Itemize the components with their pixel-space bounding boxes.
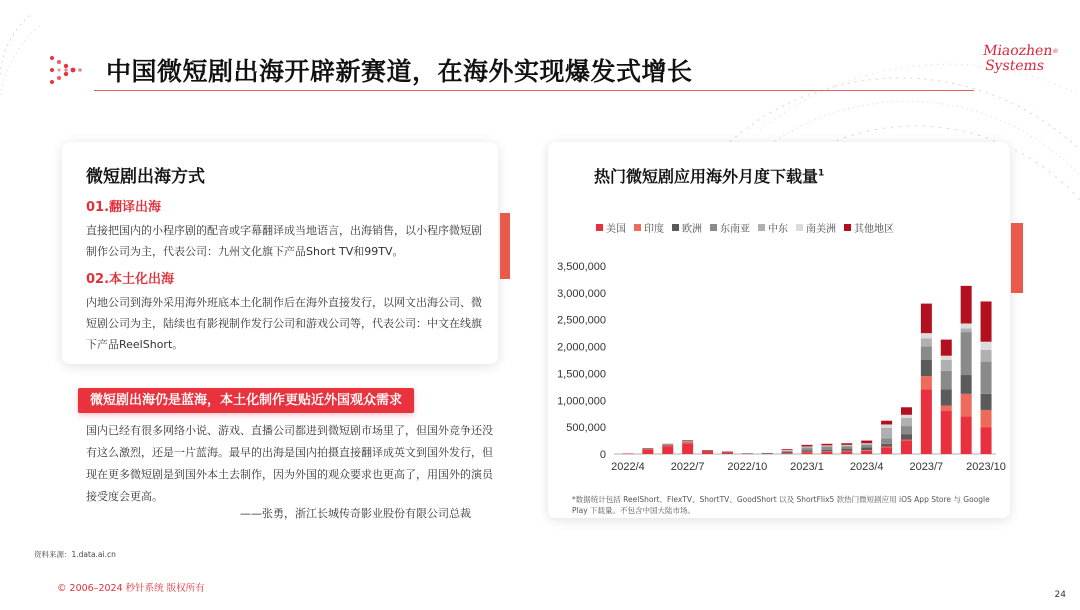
legend-label: 其他地区 (854, 224, 894, 235)
bar-segment (821, 452, 832, 454)
bar-segment (961, 323, 972, 328)
bar-segment (782, 452, 793, 453)
copyright: © 2006–2024 秒针系统 版权所有 (57, 583, 205, 594)
bar-segment (881, 438, 892, 443)
bar-segment (921, 390, 932, 454)
logo-text-line2: Systems (983, 58, 1046, 74)
bar-segment (901, 415, 912, 418)
card-accent-tab (1011, 223, 1023, 293)
card-accent-tab (500, 213, 510, 279)
x-tick-label: 2023/10 (966, 461, 1006, 473)
bar-segment (881, 444, 892, 447)
bar-segment (841, 445, 852, 446)
legend-label: 美国 (606, 224, 626, 235)
bar-segment (802, 452, 813, 453)
chart-title-footnote-mark: 1 (818, 168, 825, 179)
bar-segment (981, 301, 992, 341)
bar-segment (961, 332, 972, 375)
bar-segment (821, 447, 832, 450)
bar-segment (702, 451, 713, 454)
x-tick-label: 2022/4 (611, 461, 645, 473)
bar-segment (921, 347, 932, 360)
bar-segment (861, 450, 872, 451)
bar-segment (802, 445, 813, 447)
bar-segment (841, 443, 852, 445)
bar-segment (941, 340, 952, 356)
bar-segment (821, 451, 832, 452)
quote-text: 国内已经有很多网络小说、游戏、直播公司都进到微短剧市场里了，但国外竞争还没有这么激烈，还是一片蓝海。最早的出海是国内拍摄直接翻译成英文到国外发行，但现在更多微短剧是到国外本土去制作，因为外国的观众要求也更高了，用国外的演员接受度会更高。 (86, 424, 493, 503)
bar-segment (861, 443, 872, 444)
bar-segment (941, 360, 952, 371)
bar-segment (881, 424, 892, 427)
page-title: 中国微短剧出海开辟新赛道，在海外实现爆发式增长 (106, 57, 693, 86)
bar-segment (742, 453, 753, 454)
y-tick-label: 1,000,000 (557, 395, 606, 408)
bar-segment (981, 342, 992, 350)
bar-segment (662, 444, 673, 445)
bar-segment (981, 427, 992, 454)
bar-segment (782, 450, 793, 451)
logo-registered-mark: ® (1051, 48, 1059, 55)
stacked-bar-chart (548, 142, 1010, 482)
bar-segment (921, 360, 932, 376)
bar-segment (702, 450, 713, 451)
bar-segment (981, 410, 992, 427)
legend-label: 东南亚 (720, 224, 750, 235)
bar-segment (642, 450, 653, 454)
page-number: 24 (1054, 590, 1066, 600)
x-tick-label: 2022/7 (670, 461, 705, 473)
bar-segment (662, 445, 673, 446)
bar-segment (841, 446, 852, 448)
bar-segment (782, 453, 793, 454)
distribution-methods-card (62, 142, 498, 364)
x-tick-label: 2023/4 (849, 461, 884, 473)
bar-segment (802, 446, 813, 447)
legend-label: 中东 (768, 224, 788, 235)
bar-segment (662, 444, 673, 445)
bar-segment (642, 448, 653, 449)
logo-text-line1: Miaozhen (982, 43, 1054, 59)
bar-segment (941, 411, 952, 454)
bar-segment (821, 450, 832, 452)
bar-segment (901, 441, 912, 454)
bar-segment (961, 416, 972, 454)
bar-segment (961, 328, 972, 332)
downloads-chart-card (548, 142, 1010, 518)
bar-segment (821, 444, 832, 446)
bar-segment (961, 375, 972, 394)
legend-label: 欧洲 (682, 224, 702, 235)
legend-label: 印度 (644, 224, 664, 235)
bar-segment (961, 394, 972, 417)
bar-segment (682, 440, 693, 441)
bar-segment (981, 362, 992, 394)
section-translation-text: 直接把国内的小程序剧的配音或字幕翻译成当地语言，出海销售，以小程序微短剧制作公司为主，代表公司：九州文化旗下产品Short TV和99TV。 (86, 224, 482, 258)
bar-segment (861, 441, 872, 444)
bar-segment (782, 449, 793, 450)
miaozhen-logo (980, 43, 1059, 74)
bar-segment (662, 446, 673, 454)
bar-segment (981, 350, 992, 362)
y-tick-label: 3,000,000 (557, 287, 606, 300)
bar-segment (941, 390, 952, 406)
bar-segment (941, 371, 952, 390)
title-divider (94, 90, 974, 91)
section-localization-text: 内地公司到海外采用海外班底本土化制作后在海外直接发行，以网文出海公司、微短剧公司为主，陆续也有影视制作发行公司和游戏公司等，代表公司：中文在线旗下产品ReelShort。 (86, 296, 482, 351)
x-tick-label: 2023/1 (790, 461, 824, 473)
data-source: 资料来源：1.data.ai.cn (34, 550, 116, 559)
chart-footnote: *数据统计包括 ReelShort、FlexTV、ShortTV、GoodShort 以及 ShortFlix5 款热门微短剧应用 iOS App Store 与 Google Play 下载量。不包含中国大陆市场。 (572, 495, 990, 515)
bar-segment (782, 451, 793, 452)
bar-segment (861, 445, 872, 448)
y-tick-label: 2,500,000 (557, 314, 606, 327)
bar-segment (622, 453, 633, 454)
quote-author: ——张勇，浙江长城传奇影业股份有限公司总裁 (240, 507, 471, 520)
y-tick-label: 2,000,000 (557, 341, 606, 354)
bar-segment (841, 451, 852, 454)
bar-segment (941, 356, 952, 360)
x-tick-label: 2022/10 (727, 461, 768, 473)
bar-segment (821, 445, 832, 446)
bar-segment (821, 446, 832, 447)
bar-segment (802, 447, 813, 448)
section-translation-title: 01.翻译出海 (86, 200, 162, 215)
bar-segment (921, 339, 932, 347)
bar-segment (901, 426, 912, 434)
bar-segment (881, 446, 892, 447)
bar-segment (961, 286, 972, 324)
bar-segment (921, 376, 932, 389)
bar-segment (861, 444, 872, 445)
bar-segment (861, 448, 872, 451)
bar-segment (682, 441, 693, 442)
chevron-arrows-icon (48, 52, 86, 88)
y-tick-label: 3,500,000 (557, 261, 606, 273)
bar-segment (901, 407, 912, 415)
y-tick-label: 1,500,000 (557, 368, 606, 381)
bar-segment (802, 448, 813, 450)
bar-segment (762, 453, 773, 454)
bar-segment (981, 394, 992, 410)
y-tick-label: 500,000 (566, 422, 606, 435)
bar-segment (802, 452, 813, 454)
bar-segment (682, 443, 693, 454)
bar-segment (921, 333, 932, 338)
bar-segment (881, 421, 892, 425)
chart-title-text: 热门微短剧应用海外月度下载量 (594, 167, 819, 186)
bar-segment (841, 451, 852, 452)
bar-segment (841, 449, 852, 451)
y-tick-label: 0 (599, 449, 606, 461)
quote-highlight-badge: 微短剧出海仍是蓝海，本土化制作更贴近外国观众需求 (78, 388, 414, 413)
bar-segment (861, 451, 872, 454)
bar-segment (921, 304, 932, 334)
bar-segment (901, 439, 912, 440)
bar-segment (682, 442, 693, 443)
bar-segment (802, 450, 813, 452)
bar-segment (901, 418, 912, 426)
bar-segment (841, 445, 852, 446)
x-tick-label: 2023/7 (909, 461, 944, 473)
bar-segment (881, 428, 892, 439)
bar-segment (941, 406, 952, 411)
bar-segment (722, 452, 733, 453)
section-localization-title: 02.本土化出海 (86, 272, 175, 287)
bar-segment (881, 448, 892, 454)
bar-segment (901, 434, 912, 439)
legend-label: 南美洲 (806, 224, 836, 235)
bar-segment (682, 442, 693, 443)
card-title: 微短剧出海方式 (86, 167, 205, 187)
